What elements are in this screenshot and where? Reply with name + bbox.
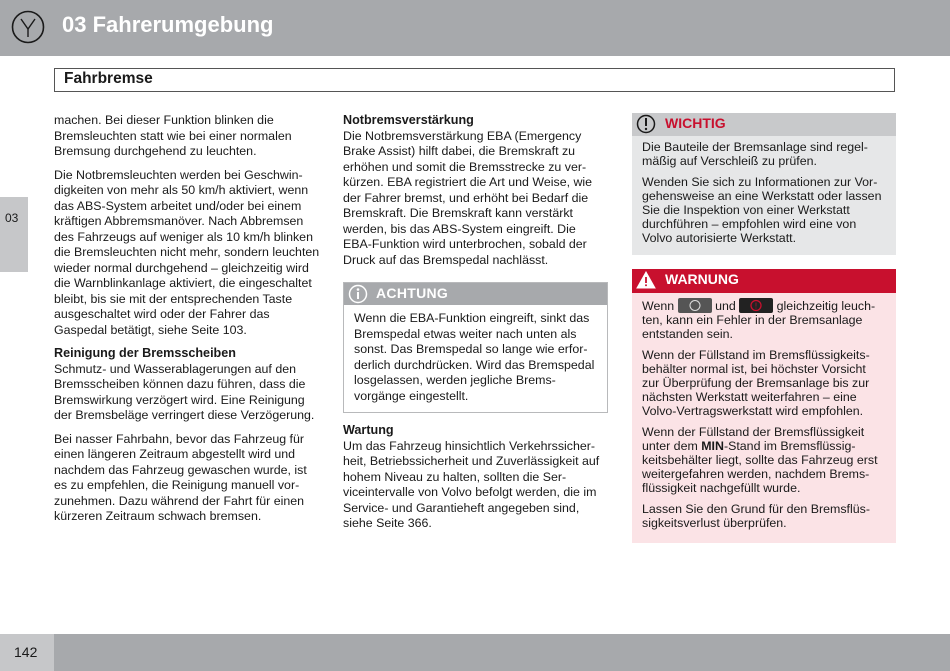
section-header [54,68,895,92]
column-2 [343,113,608,540]
paragraph: Die Notbremsverstärkung EBA (Emergency Brake Assist) hilft dabei, die Bremskraft zu erhöhen und somit die Bremsstrecke zu verkürzen. EBA registriert die Art und Weise, wie der Fahrer bremst, und erhöht bei Bedarf die Bremskraft. Die Bremskraft kann verstärkt werden, bis das ABS-System eingreift. Die EBA-Funktion wird unterbrochen, sobald der Druck auf das Bremspedal nachlässt. [343,128,593,267]
chapter-side-tab [0,197,28,272]
paragraph: Die Bauteile der Bremsanlage sind regelmäßig auf Verschleiß zu prüfen. [642,140,868,168]
paragraph: Die Notbremsleuchten werden bei Geschwindigkeiten von mehr als 50 km/h aktiviert, wenn das ABS-System arbeitet und/oder bei einem kräftigen Abbremsmanöver. Nach Abbremsen des Fahrzeugs auf weniger als 10 km/h blinken die Bremsleuchten nicht mehr, sondern leuchten wieder normal durchgehend – gleichzeitig wird die Warnblinkanlage aktiviert, die eingeschaltet bleibt, bis sie mit der entsprechenden Taste ausgeschaltet wird oder der Fahrer das Gaspedal betätigt, siehe Seite 103. [54,167,320,337]
warning-triangle-icon [636,270,656,290]
text-run: gleichzeitig leuchten, kann ein Fehler in der Bremsanlage entstanden sein. [642,299,876,341]
subheading-notbremsverstaerkung: Notbremsverstärkung [343,113,474,127]
achtung-text: Wenn die EBA-Funktion eingreift, sinkt das Bremspedal etwas weiter nach unten als sonst. Das Bremspedal so lange wie erforderlich durchdrücken. Wird das Bremspedal losgelassen, werden jegliche Bremsvorgänge eingestellt. [354,311,595,403]
paragraph: Lassen Sie den Grund für den Bremsflüssigkeitsverlust überprüfen. [642,502,870,530]
wichtig-header [632,113,896,136]
warnung-label: WARNUNG [665,271,739,287]
chapter-title: 03 Fahrerumgebung [62,12,274,37]
achtung-box [343,282,608,413]
page-number: 142 [14,644,38,660]
paragraph: machen. Bei dieser Funktion blinken die Bremsleuchten statt wie bei einer normalen Bremsung durchgehend zu leuchten. [54,113,292,158]
svg-text:!: ! [755,301,758,311]
achtung-label: ACHTUNG [376,285,449,301]
paragraph: Um das Fahrzeug hinsichtlich Verkehrssicherheit, Betriebssicherheit und Zuverlässigkeit auf hohem Niveau zu halten, sollten die Serviceintervalle von Volvo befolgt werden, die im Service- und Garantieheft angegeben sind, siehe Seite 366. [343,438,600,530]
text-run: Wenn [642,299,675,313]
warnung-header [632,269,896,293]
wichtig-box [632,113,896,255]
page-footer [0,634,950,671]
paragraph [642,298,886,341]
warnung-box [632,269,896,543]
wichtig-label: WICHTIG [665,115,726,131]
text-run: -Stand im Bremsflüssigkeitsbehälter liegt, sollte das Fahrzeug erst weitergefahren werden, nachdem Bremsflüssigkeit nachgefüllt wurde. [642,439,878,495]
info-icon [348,284,368,304]
brake-warning-symbol-icon [739,298,773,313]
subheading-wartung: Wartung [343,423,394,437]
paragraph: Wenn der Füllstand im Bremsflüssigkeitsbehälter normal ist, bei höchster Vorsicht zur Überprüfung der Bremsanlage bis zur nächsten Werkstatt weiterfahren – eine Volvo-Vertragswerkstatt wird empfohlen. [642,348,870,418]
paragraph: Schmutz- und Wasserablagerungen auf den Bremsscheiben können dazu führen, dass die Bremswirkung verzögert wird. Eine Reinigung der Bremsbeläge verringert diese Verzögerung. [54,361,315,422]
achtung-header [344,283,607,305]
section-title: Fahrbremse [64,70,153,87]
text-run: und [715,299,736,313]
page-header [0,0,950,56]
page-number-tab [0,634,54,671]
exclamation-circle-icon [636,114,656,134]
paragraph: Wenden Sie sich zu Informationen zur Vorgehensweise an eine Werkstatt oder lassen Sie die Inspektion von einer Werkstatt durchführen – empfohlen wird eine von Volvo autorisierte Werkstatt. [642,175,882,245]
min-label: MIN [701,439,724,453]
paragraph: Bei nasser Fahrbahn, bevor das Fahrzeug für einen längeren Zeitraum abgestellt wird und nachdem das Fahrzeug gewaschen wurde, ist es zu empfehlen, die Reinigung manuell vorzunehmen. Dazu während der Fahrt für einen kürzeren Zeitraum schwach bremsen. [54,431,307,523]
column-3 [632,113,896,543]
side-tab-label: 03 [5,211,19,225]
text-run: Wenn der Füllstand der Bremsflüssigkeit unter dem [642,425,865,453]
paragraph [642,425,886,495]
info-circle-icon [11,10,45,44]
subheading-reinigung: Reinigung der Bremsscheiben [54,346,236,360]
column-1 [54,113,322,533]
abs-warning-symbol-icon [678,298,712,313]
